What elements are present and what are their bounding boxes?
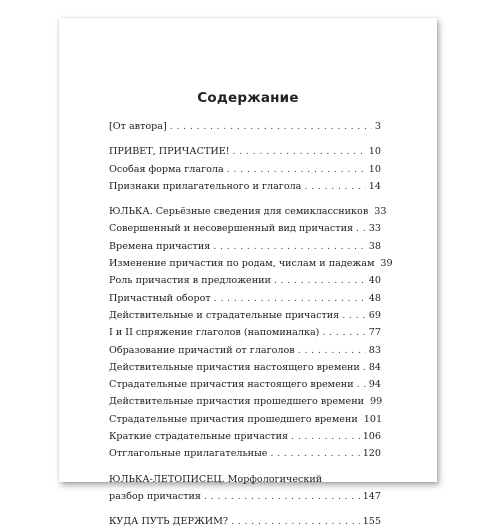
toc-entry[interactable] xyxy=(109,203,387,220)
toc-entry-label: Роль причастия в предложении xyxy=(109,275,271,287)
toc-entry-label: Времена причастия xyxy=(109,240,211,252)
toc-entry-label: Особая форма глагола xyxy=(109,163,224,175)
toc-entry-page-number: 69 xyxy=(368,309,381,321)
toc-entry-page-number: 10 xyxy=(368,146,381,158)
toc-entry-label: ЮЛЬКА. Серьёзные сведения для семиклассников xyxy=(109,206,369,218)
toc-entry[interactable] xyxy=(109,342,381,359)
section-gap xyxy=(109,505,381,513)
dot-leader xyxy=(214,290,366,307)
toc-entry-page-number: 48 xyxy=(368,292,381,304)
toc-entry[interactable] xyxy=(109,359,381,376)
toc-entry-page-number: 120 xyxy=(362,448,381,460)
toc-entry-label: Краткие страдательные причастия xyxy=(109,431,289,443)
toc-entry-page-number: 147 xyxy=(362,490,381,502)
dot-leader xyxy=(356,220,366,237)
toc-entry-page-number: 83 xyxy=(368,344,381,356)
dot-leader xyxy=(227,161,366,178)
dot-leader xyxy=(322,324,365,341)
table-of-contents xyxy=(109,118,393,531)
dot-leader xyxy=(291,428,360,445)
toc-entry[interactable] xyxy=(109,393,381,410)
toc-entry[interactable] xyxy=(109,445,381,462)
toc-entry-label: Страдательные причастия прошедшего времени xyxy=(109,413,358,425)
toc-entry[interactable] xyxy=(109,471,381,488)
toc-entry-label: ПРИВЕТ, ПРИЧАСТИЕ! xyxy=(109,146,230,158)
toc-entry-label: Совершенный и несовершенный вид причастия xyxy=(109,223,354,235)
toc-entry-page-number: 106 xyxy=(362,431,381,443)
toc-entry-label: Действительные причастия прошедшего времени xyxy=(109,396,364,408)
toc-entry-page-number: 33 xyxy=(368,223,381,235)
dot-leader xyxy=(363,359,366,376)
toc-entry-label: Отглагольные прилагательные xyxy=(109,448,268,460)
toc-entry[interactable] xyxy=(109,238,381,255)
toc-entry-label: [От автора] xyxy=(109,121,167,132)
dot-leader xyxy=(357,376,366,393)
toc-entry[interactable] xyxy=(109,488,381,505)
page-title: Содержание xyxy=(197,90,299,106)
toc-entry[interactable] xyxy=(109,376,381,393)
toc-entry[interactable] xyxy=(109,513,381,530)
toc-entry[interactable] xyxy=(109,272,381,289)
dot-leader xyxy=(274,272,366,289)
toc-entry[interactable] xyxy=(109,290,381,307)
toc-entry-label: Изменение причастия по родам, числам и падежам xyxy=(109,258,375,270)
dot-leader xyxy=(204,488,360,505)
toc-entry[interactable] xyxy=(109,178,381,195)
toc-entry-page-number: 84 xyxy=(368,361,381,373)
toc-entry-label: Действительные причастия настоящего времени xyxy=(109,361,360,373)
toc-entry-page-number: 39 xyxy=(380,258,393,270)
toc-entry-label: Страдательные причастия настоящего времени xyxy=(109,379,354,391)
toc-entry-page-number: 40 xyxy=(368,275,381,287)
toc-entry-page-number: 33 xyxy=(374,206,387,218)
toc-entry-page-number: 77 xyxy=(368,327,381,339)
section-gap xyxy=(109,135,381,143)
dot-leader xyxy=(213,238,365,255)
toc-entry-page-number: 99 xyxy=(370,396,383,408)
toc-entry-page-number: 94 xyxy=(368,379,381,391)
section-gap xyxy=(109,195,381,203)
toc-entry-label: Признаки прилагательного и глагола xyxy=(109,180,302,192)
toc-entry-page-number: 101 xyxy=(363,413,383,425)
toc-entry-label: Причастный оборот xyxy=(109,292,211,304)
dot-leader xyxy=(170,118,372,135)
toc-entry-page-number: 10 xyxy=(368,163,381,175)
toc-entry[interactable] xyxy=(109,143,381,160)
toc-entry-page-number: 3 xyxy=(374,121,381,132)
toc-entry-page-number: 14 xyxy=(368,180,381,192)
toc-entry-label: Действительные и страдательные причастия xyxy=(109,309,340,321)
toc-entry[interactable] xyxy=(109,324,381,341)
dot-leader xyxy=(298,342,366,359)
dot-leader xyxy=(304,178,365,195)
dot-leader xyxy=(342,307,366,324)
toc-entry[interactable] xyxy=(109,220,381,237)
toc-entry[interactable] xyxy=(109,411,381,428)
dot-leader xyxy=(270,445,359,462)
toc-entry-label: Образование причастий от глаголов xyxy=(109,344,295,356)
toc-entry[interactable] xyxy=(109,307,381,324)
section-gap xyxy=(109,463,381,471)
dot-leader xyxy=(231,513,360,530)
toc-entry[interactable] xyxy=(109,255,393,272)
toc-entry[interactable] xyxy=(109,161,381,178)
toc-entry-label: ЮЛЬКА-ЛЕТОПИСЕЦ. Морфологический xyxy=(109,473,323,485)
toc-entry[interactable] xyxy=(109,118,381,135)
dot-leader xyxy=(233,143,366,160)
toc-entry-label: КУДА ПУТЬ ДЕРЖИМ? xyxy=(109,516,229,528)
toc-entry-label: разбор причастия xyxy=(109,490,201,502)
book-page xyxy=(59,18,437,528)
toc-entry-label: I и II спряжение глаголов (напоминалка) xyxy=(109,327,320,339)
toc-entry[interactable] xyxy=(109,428,381,445)
toc-entry-page-number: 155 xyxy=(362,516,381,528)
toc-entry-page-number: 38 xyxy=(368,240,381,252)
